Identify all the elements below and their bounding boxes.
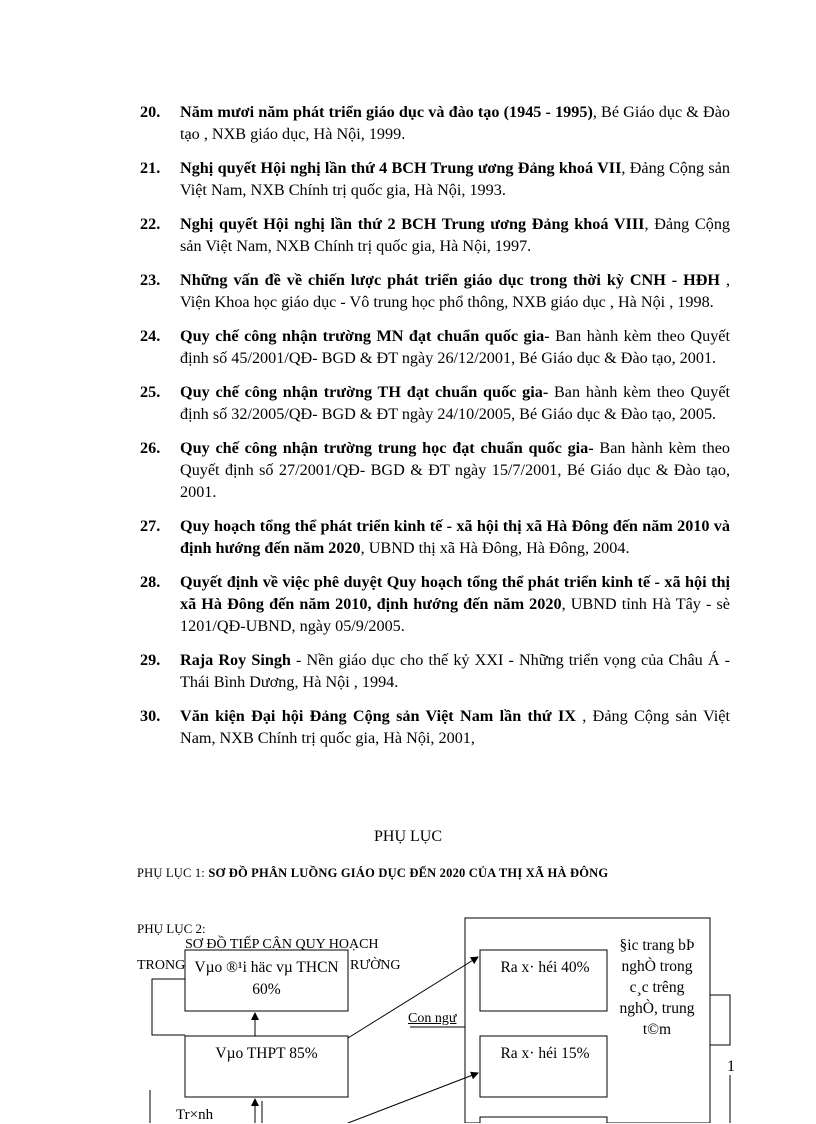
reference-details: , Viện Khoa học giáo dục - Vô trung học phổ thông, NXB giáo dục , Hà Nội , 1998. bbox=[180, 271, 730, 311]
reference-details: Ban hành kèm theo Quyết định số 27/2001/QĐ- BGD & ĐT ngày 15/7/2001, Bé Giáo dục & Đào tạo, 2001. bbox=[180, 439, 731, 501]
arrow-to-raxahoi2 bbox=[348, 1073, 478, 1123]
appendix-heading: PHỤ LỤC bbox=[373, 828, 442, 845]
reference-item bbox=[140, 101, 730, 145]
reference-item bbox=[140, 325, 730, 369]
page-number: 1 bbox=[727, 1058, 735, 1075]
box-daihoc: Vµo ®¹i häc vµ THCN 60% bbox=[194, 959, 339, 998]
left-bracket bbox=[152, 979, 185, 1035]
reference-text bbox=[180, 269, 730, 313]
appendix-1-name: SƠ ĐỒ PHÂN LUỒNG GIÁO DỤC ĐẾN 2020 CỦA THỊ XÃ HÀ ĐÔNG bbox=[208, 866, 609, 880]
appendix-2-title-line1: SƠ ĐỒ TIẾP CẬN QUY HOẠCH bbox=[185, 937, 379, 952]
reference-text bbox=[180, 157, 730, 201]
reference-title: Quy hoạch tổng thể phát triển kinh tế - xã hội thị xã Hà Đông đến năm 2010 và định hướng đến năm 2020 bbox=[180, 517, 730, 557]
reference-item bbox=[140, 437, 730, 503]
appendix-1-prefix: PHỤ LỤC 1: bbox=[137, 866, 209, 880]
box-raxahoi-1: Ra x· héi 40% bbox=[500, 959, 590, 976]
appendix-2-label: PHỤ LỤC 2: bbox=[137, 921, 206, 936]
references-list bbox=[140, 101, 730, 761]
appendix-2-title-line2-left: TRONG bbox=[137, 958, 186, 973]
reference-number: 24. bbox=[140, 327, 161, 345]
reference-text bbox=[180, 381, 730, 425]
reference-item bbox=[140, 705, 730, 749]
reference-number: 27. bbox=[140, 517, 161, 535]
reference-text bbox=[180, 571, 730, 637]
reference-details: Ban hành kèm theo Quyết định số 45/2001/QĐ- BGD & ĐT ngày 26/12/2001, Bé Giáo dục & Đào tạo, 2001. bbox=[180, 327, 730, 367]
reference-item bbox=[140, 515, 730, 559]
appendix-2-title-line2-right: RƯỜNG bbox=[350, 958, 401, 973]
reference-text bbox=[180, 325, 730, 369]
reference-number: 25. bbox=[140, 383, 161, 401]
reference-title: Nghị quyết Hội nghị lần thứ 4 BCH Trung ương Đảng khoá VII bbox=[180, 159, 622, 177]
reference-details: , Đảng Cộng sản Việt Nam, NXB Chính trị quốc gia, Hà Nội, 2001, bbox=[180, 707, 730, 747]
trinh-label: Tr×nh bbox=[176, 1107, 214, 1123]
box-raxahoi-2: Ra x· héi 15% bbox=[500, 1045, 590, 1062]
reference-text bbox=[180, 515, 730, 559]
reference-item bbox=[140, 649, 730, 693]
reference-details: , Đảng Cộng sản Việt Nam, NXB Chính trị quốc gia, Hà Nội, 1997. bbox=[180, 215, 731, 255]
flow-diagram bbox=[0, 905, 816, 1123]
reference-text bbox=[180, 213, 730, 257]
reference-number: 22. bbox=[140, 215, 161, 233]
reference-details: , UBND tỉnh Hà Tây - sè 1201/QĐ-UBND, ngày 05/9/2005. bbox=[180, 595, 730, 635]
reference-number: 21. bbox=[140, 159, 161, 177]
reference-title: Quyết định về việc phê duyệt Quy hoạch tổng thể phát triển kinh tế - xã hội thị xã Hà Đông đến năm 2010, định hướng đến năm 2020 bbox=[180, 573, 730, 613]
con-nguoi-label: Con ngư bbox=[408, 1011, 457, 1026]
reference-text bbox=[180, 649, 730, 693]
reference-title: Quy chế công nhận trường trung học đạt chuẩn quốc gia- bbox=[180, 439, 594, 457]
reference-title: Những vấn đề về chiến lược phát triển giáo dục trong thời kỳ CNH - HĐH bbox=[180, 271, 720, 289]
reference-text bbox=[180, 437, 730, 503]
reference-number: 23. bbox=[140, 271, 161, 289]
reference-title: Quy chế công nhận trường TH đạt chuẩn quốc gia- bbox=[180, 383, 549, 401]
reference-number: 30. bbox=[140, 707, 161, 725]
reference-details: , Đảng Cộng sản Việt Nam, NXB Chính trị quốc gia, Hà Nội, 1993. bbox=[180, 159, 730, 199]
reference-number: 28. bbox=[140, 573, 161, 591]
reference-details: , Bé Giáo dục & Đào tạo , NXB giáo dục, Hà Nội, 1999. bbox=[180, 103, 730, 143]
reference-item bbox=[140, 571, 730, 637]
reference-text bbox=[180, 101, 730, 145]
right-bracket bbox=[710, 995, 730, 1045]
reference-item bbox=[140, 381, 730, 425]
reference-details: Ban hành kèm theo Quyết định số 32/2005/QĐ- BGD & ĐT ngày 24/10/2005, Bé Giáo dục & Đào tạo, 2005. bbox=[180, 383, 730, 423]
reference-item bbox=[140, 213, 730, 257]
reference-title: Nghị quyết Hội nghị lần thứ 2 BCH Trung ương Đảng khoá VIII bbox=[180, 215, 645, 233]
reference-number: 26. bbox=[140, 439, 161, 457]
side-text: §ic trang bÞ nghÒ trong c¸c trêng nghÒ, trung t©m bbox=[619, 937, 695, 1038]
reference-details: - Nền giáo dục cho thế kỷ XXI - Những triển vọng của Châu Á - Thái Bình Dương, Hà Nội , 1994. bbox=[180, 651, 730, 691]
reference-title: Raja Roy Singh bbox=[180, 651, 291, 669]
reference-text bbox=[180, 705, 730, 749]
reference-details: , UBND thị xã Hà Đông, Hà Đông, 2004. bbox=[360, 539, 630, 557]
reference-item bbox=[140, 269, 730, 313]
appendix-1-title bbox=[137, 866, 608, 881]
reference-title: Năm mươi năm phát triển giáo dục và đào tạo (1945 - 1995) bbox=[180, 103, 593, 121]
reference-number: 29. bbox=[140, 651, 161, 669]
box-thpt: Vµo THPT 85% bbox=[215, 1045, 318, 1062]
reference-title: Quy chế công nhận trường MN đạt chuẩn quốc gia- bbox=[180, 327, 550, 345]
reference-number: 20. bbox=[140, 103, 161, 121]
reference-item bbox=[140, 157, 730, 201]
reference-title: Văn kiện Đại hội Đảng Cộng sản Việt Nam lần thứ IX bbox=[180, 707, 576, 725]
